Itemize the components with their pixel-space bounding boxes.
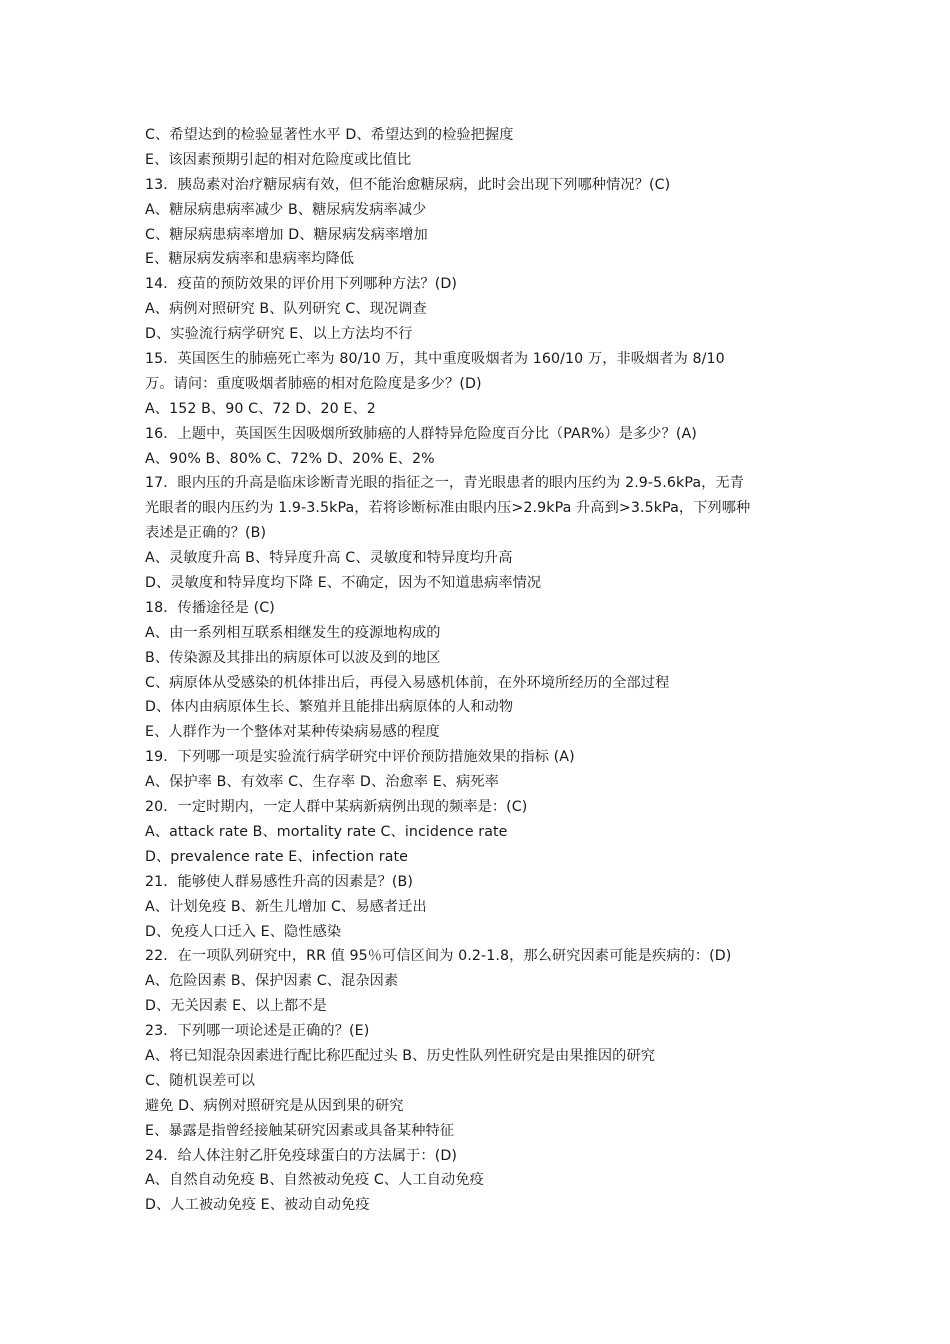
text-line: C、希望达到的检验显著性水平 D、希望达到的检验把握度 [145, 127, 514, 143]
text-line: A、危险因素 B、保护因素 C、混杂因素 [145, 973, 399, 990]
text-line: A、152 B、90 C、72 D、20 E、2 [145, 400, 376, 417]
text-line: 表述是正确的？(B) [145, 525, 267, 542]
text-line: D、灵敏度和特异度均下降 E、不确定，因为不知道患病率情况 [145, 575, 542, 592]
question-14-stem: 14．疫苗的预防效果的评价用下列哪种方法？(D) [145, 276, 458, 293]
text-line: D、体内由病原体生长、繁殖并且能排出病原体的人和动物 [145, 699, 514, 716]
question-text-block [145, 123, 825, 1218]
text-line: A、90% B、80% C、72% D、20% E、2% [145, 450, 435, 467]
text-line: E、人群作为一个整体对某种传染病易感的程度 [145, 724, 440, 741]
question-15-stem: 15．英国医生的肺癌死亡率为 80/10 万，其中重度吸烟者为 160/10 万，非吸烟者为 8/10 [145, 351, 725, 368]
question-22-stem: 22．在一项队列研究中，RR 值 95％可信区间为 0.2-1.8，那么研究因素可能是疾病的：(D) [145, 948, 732, 965]
text-line: D、无关因素 E、以上都不是 [145, 998, 327, 1015]
text-line: D、人工被动免疫 E、被动自动免疫 [145, 1197, 370, 1214]
question-17-stem: 17．眼内压的升高是临床诊断青光眼的指征之一，青光眼患者的眼内压约为 2.9-5.6kPa，无青 [145, 475, 745, 492]
text-line: D、prevalence rate E、infection rate [145, 848, 409, 865]
text-line: A、自然自动免疫 B、自然被动免疫 C、人工自动免疫 [145, 1172, 484, 1189]
text-line: A、灵敏度升高 B、特异度升高 C、灵敏度和特异度均升高 [145, 550, 513, 567]
question-23-stem: 23．下列哪一项论述是正确的？(E) [145, 1023, 370, 1040]
text-line: A、将已知混杂因素进行配比称匹配过头 B、历史性队列性研究是由果推因的研究 [145, 1047, 656, 1064]
text-line: A、由一系列相互联系相继发生的疫源地构成的 [145, 624, 441, 641]
question-20-stem: 20．一定时期内，一定人群中某病新病例出现的频率是：(C) [145, 799, 528, 816]
text-line: C、病原体从受感染的机体排出后，再侵入易感机体前，在外环境所经历的全部过程 [145, 674, 670, 691]
question-18-stem: 18．传播途径是 (C) [145, 599, 275, 616]
text-line: 光眼者的眼内压约为 1.9-3.5kPa，若将诊断标准由眼内压>2.9kPa 升高到>3.5kPa，下列哪种 [145, 500, 751, 517]
text-line: A、attack rate B、mortality rate C、incidence rate [145, 823, 508, 840]
text-line: E、糖尿病发病率和患病率均降低 [145, 251, 355, 268]
text-line: C、糖尿病患病率增加 D、糖尿病发病率增加 [145, 226, 428, 243]
text-line: A、病例对照研究 B、队列研究 C、现况调查 [145, 301, 427, 318]
question-24-stem: 24．给人体注射乙肝免疫球蛋白的方法属于：(D) [145, 1147, 458, 1164]
text-line: B、传染源及其排出的病原体可以波及到的地区 [145, 649, 441, 666]
text-line: A、计划免疫 B、新生儿增加 C、易感者迁出 [145, 898, 427, 915]
question-19-stem: 19．下列哪一项是实验流行病学研究中评价预防措施效果的指标 (A) [145, 749, 575, 766]
text-line: D、实验流行病学研究 E、以上方法均不行 [145, 326, 413, 343]
text-line: D、免疫人口迁入 E、隐性感染 [145, 923, 342, 940]
text-line: 避免 D、病例对照研究是从因到果的研究 [145, 1097, 404, 1114]
question-13-stem: 13．胰岛素对治疗糖尿病有效，但不能治愈糖尿病，此时会出现下列哪种情况？(C) [145, 176, 671, 193]
text-line: C、随机误差可以 [145, 1072, 256, 1089]
text-line: 万。请问：重度吸烟者肺癌的相对危险度是多少？(D) [145, 375, 482, 392]
question-16-stem: 16．上题中，英国医生因吸烟所致肺癌的人群特异危险度百分比（PAR%）是多少？(A) [145, 425, 697, 442]
question-21-stem: 21．能够使人群易感性升高的因素是？(B) [145, 873, 413, 890]
text-line: A、糖尿病患病率减少 B、糖尿病发病率减少 [145, 201, 427, 218]
text-line: E、该因素预期引起的相对危险度或比值比 [145, 151, 412, 168]
text-line: A、保护率 B、有效率 C、生存率 D、治愈率 E、病死率 [145, 774, 499, 791]
text-line: E、暴露是指曾经接触某研究因素或具备某种特征 [145, 1122, 455, 1139]
